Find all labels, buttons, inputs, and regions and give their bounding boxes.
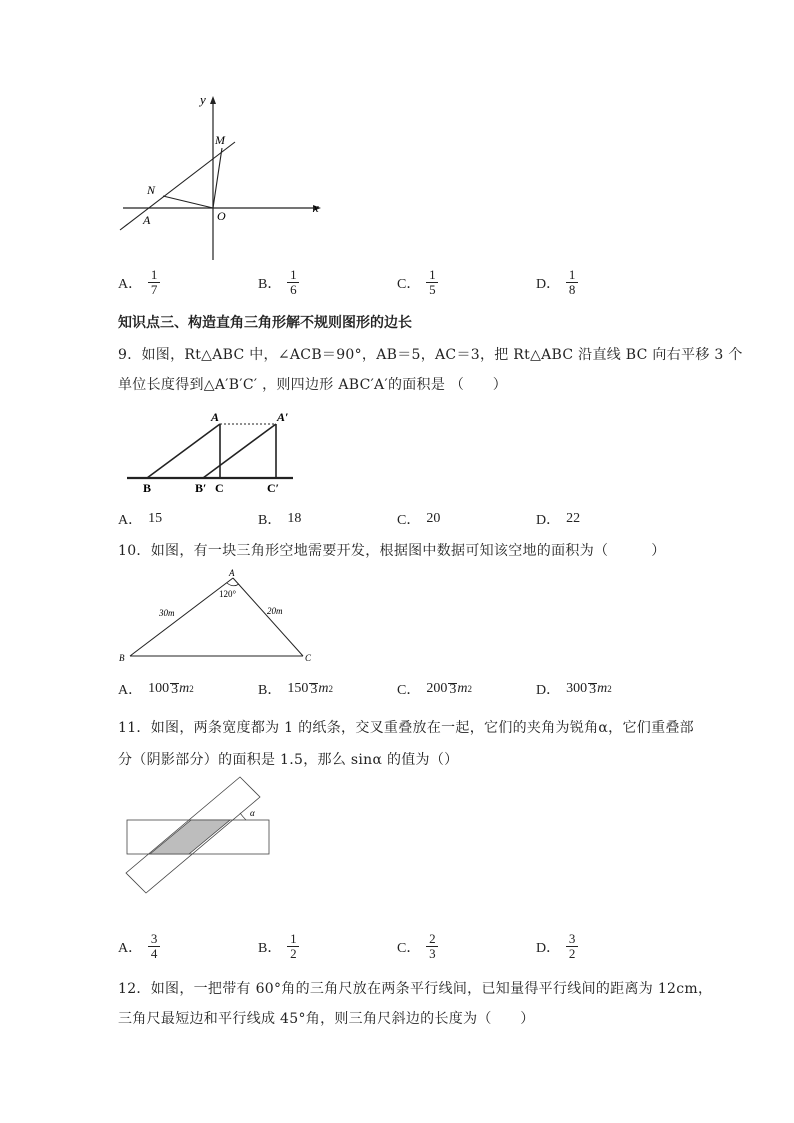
sqrt-radicand: 3 bbox=[310, 681, 318, 697]
option-letter: B． bbox=[258, 276, 282, 292]
unit: m bbox=[597, 681, 608, 696]
coefficient: 200 bbox=[426, 681, 448, 696]
fraction: $\frac{1}{8}$ bbox=[566, 268, 578, 297]
side-ab-label: 30m bbox=[159, 608, 175, 618]
point-a-prime-label: A′ bbox=[277, 410, 289, 424]
unit: m bbox=[318, 681, 329, 696]
option-letter: D． bbox=[536, 683, 561, 698]
q9-text-line2: 单位长度得到△A′B′C′ ，则四边形 ABC′A′的面积是 （ ） bbox=[118, 377, 508, 393]
option-letter: D． bbox=[536, 276, 561, 292]
option-value: 20 bbox=[426, 511, 441, 526]
coefficient: 150 bbox=[287, 681, 309, 696]
option-letter: D． bbox=[536, 513, 561, 528]
q11-option-a[interactable] bbox=[118, 932, 160, 961]
q9-text-line1: 9．如图，Rt△ABC 中，∠ACB＝90°，AB＝5，AC＝3，把 Rt△ABC 沿直线 BC 向右平移 3 个 bbox=[118, 347, 743, 363]
option-value: 18 bbox=[287, 511, 302, 526]
q12-text-line2: 三角尺最短边和平行线成 45°角，则三角尺斜边的长度为（ ） bbox=[118, 1011, 535, 1027]
q8-option-b[interactable] bbox=[258, 268, 299, 297]
q11-option-c[interactable] bbox=[397, 932, 438, 961]
q9-option-b[interactable] bbox=[258, 509, 301, 529]
option-letter: A． bbox=[118, 683, 143, 698]
point-a-label: A bbox=[143, 213, 151, 227]
option-letter: B． bbox=[258, 513, 282, 528]
point-m-label: M bbox=[215, 133, 225, 147]
point-a-label: A bbox=[229, 568, 235, 578]
alpha-label: α bbox=[250, 808, 255, 818]
side-ac-label: 20m bbox=[267, 606, 283, 616]
q10-option-a[interactable] bbox=[118, 679, 194, 699]
option-letter: B． bbox=[258, 940, 282, 956]
q11-option-b[interactable] bbox=[258, 932, 299, 961]
coefficient: 100 bbox=[148, 681, 170, 696]
q10-triangle-figure bbox=[115, 568, 320, 668]
option-letter: C． bbox=[397, 276, 421, 292]
coefficient: 300 bbox=[566, 681, 588, 696]
option-letter: D． bbox=[536, 940, 561, 956]
exponent: 2 bbox=[467, 684, 472, 694]
exponent: 2 bbox=[189, 684, 194, 694]
option-letter: A． bbox=[118, 513, 143, 528]
point-b-label: B bbox=[143, 481, 152, 495]
point-a-label: A bbox=[211, 410, 220, 424]
point-n-label: N bbox=[147, 183, 156, 197]
fraction: $\frac{3}{2}$ bbox=[566, 932, 578, 961]
fraction: $\frac{1}{2}$ bbox=[287, 932, 299, 961]
fraction: $\frac{3}{4}$ bbox=[148, 932, 160, 961]
q9-option-d[interactable] bbox=[536, 509, 580, 529]
option-letter: C． bbox=[397, 513, 421, 528]
q8-option-d[interactable] bbox=[536, 268, 578, 297]
q8-option-c[interactable] bbox=[397, 268, 438, 297]
x-axis-label: x bbox=[313, 200, 319, 215]
q10-option-b[interactable] bbox=[258, 679, 333, 699]
option-value: 15 bbox=[148, 511, 163, 526]
q8-option-a[interactable] bbox=[118, 268, 160, 297]
sqrt-radicand: 3 bbox=[449, 681, 457, 697]
q10-option-c[interactable] bbox=[397, 679, 472, 699]
q9-option-a[interactable] bbox=[118, 509, 162, 529]
q8-coordinate-figure bbox=[115, 90, 330, 265]
option-letter: B． bbox=[258, 683, 282, 698]
option-letter: C． bbox=[397, 940, 421, 956]
q10-text-line1: 10．如图，有一块三角形空地需要开发，根据图中数据可知该空地的面积为（ ） bbox=[118, 543, 666, 559]
unit: m bbox=[179, 681, 190, 696]
q9-option-c[interactable] bbox=[397, 509, 440, 529]
y-axis-label: y bbox=[200, 92, 206, 107]
fraction: $\frac{1}{7}$ bbox=[148, 268, 160, 297]
point-b-label: B bbox=[119, 653, 125, 663]
q11-text-line2: 分（阴影部分）的面积是 1.5，那么 sinα 的值为（） bbox=[118, 752, 459, 768]
sqrt-radicand: 3 bbox=[171, 681, 179, 697]
origin-label: O bbox=[217, 209, 226, 223]
option-letter: A． bbox=[118, 940, 143, 956]
angle-label: 120° bbox=[219, 589, 237, 599]
q11-option-d[interactable] bbox=[536, 932, 578, 961]
fraction: $\frac{1}{6}$ bbox=[287, 268, 299, 297]
q11-text-line1: 11．如图，两条宽度都为 1 的纸条，交叉重叠放在一起，它们的夹角为锐角α，它们重叠部 bbox=[118, 720, 694, 736]
q11-paper-strips-figure bbox=[122, 775, 277, 900]
exponent: 2 bbox=[328, 684, 333, 694]
option-letter: A． bbox=[118, 276, 143, 292]
q12-text-line1: 12．如图，一把带有 60°角的三角尺放在两条平行线间，已知量得平行线间的距离为 12cm， bbox=[118, 981, 713, 997]
sqrt-radicand: 3 bbox=[589, 681, 597, 697]
unit: m bbox=[457, 681, 468, 696]
point-c-label: C bbox=[215, 481, 224, 495]
exponent: 2 bbox=[607, 684, 612, 694]
q10-option-d[interactable] bbox=[536, 679, 612, 699]
fraction: $\frac{2}{3}$ bbox=[426, 932, 438, 961]
q9-translation-figure bbox=[125, 408, 300, 498]
fraction: $\frac{1}{5}$ bbox=[426, 268, 438, 297]
section-heading: 知识点三、构造直角三角形解不规则图形的边长 bbox=[118, 315, 412, 331]
point-c-label: C bbox=[305, 653, 312, 663]
point-b-prime-label: B′ bbox=[195, 481, 207, 495]
point-c-prime-label: C′ bbox=[267, 481, 280, 495]
option-value: 22 bbox=[566, 511, 581, 526]
option-letter: C． bbox=[397, 683, 421, 698]
